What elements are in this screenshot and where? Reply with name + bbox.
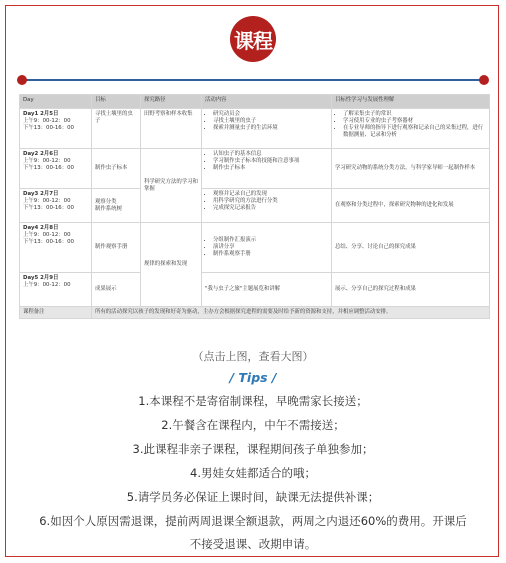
tip-item: 3.此课程非亲子课程，课程期间孩子单独参加； [132,442,374,456]
table-row [20,149,490,189]
goal-cell: 成果展示 [92,273,141,307]
goal-cell: 寻找土壤里的虫子 [92,109,141,149]
divider-dot-right [479,75,489,85]
goal-cell: 制作观察手册 [92,223,141,273]
activities-cell: • 认知虫子的基本信息 • 学习制作虫子标本的技能和注意事项 • 制作虫子标本 [202,149,332,189]
schedule-table[interactable] [19,94,490,319]
learning-cell: 展示、分享自己的探究过程和成果 [332,273,490,307]
tip-item: 2.午餐含在课程内，中午不需接送； [161,418,345,432]
note-label: 课程备注 [20,307,92,319]
day-cell: Day1 2月5日 上午9：00-12：00 下午13：00-16：00 [20,109,92,149]
day-cell: Day2 2月6日 上午9：00-12：00 下午13：00-16：00 [20,149,92,189]
learning-cell: 学习研究动物的系统分类方法，与科学家导师一起制作样本 [332,149,490,189]
tip-item: 1.本课程不是寄宿制课程，早晚需家长接送； [138,394,368,408]
activities-cell: • 研究动员会 • 寻找土壤里的虫子 • 探索并测量虫子的生活环境 [202,109,332,149]
tip-item: 不接受退课、改期申请。 [189,537,317,551]
learning-cell: 总结、分享、讨论自己的探究成果 [332,223,490,273]
header-activities: 活动内容 [202,95,332,109]
header-learning: 目标性学习与发展性理解 [332,95,490,109]
day-cell: Day5 2月9日 上午9：00-12：00 [20,273,92,307]
table-header-row [20,95,490,109]
path-cell: 田野考察和样本收集 [141,109,202,149]
tip-item: 6.如因个人原因需退课，提前两周退课全额退款，两周之内退还60%的费用。开课后 [39,514,467,528]
tip-item: 4.男娃女娃都适合的哦； [190,466,316,480]
goal-cell: 制作虫子标本 [92,149,141,189]
path-cell: 科学研究方法的学习和掌握 [141,149,202,223]
learning-cell: 在观察和分类过程中，探索研究物种的进化和发展 [332,189,490,223]
table-row [20,223,490,273]
day-cell: Day3 2月7日 上午9：00-12：00 下午13：00-16：00 [20,189,92,223]
header-day: Day [20,95,92,109]
path-cell: 规律的探索和发现 [141,223,202,307]
header-goal: 目标 [92,95,141,109]
header-path: 探究路径 [141,95,202,109]
table-row [20,109,490,149]
activities-cell: • 观察并记录自己的发现 • 用科学研究的方法进行分类 • 完成探究记录报告 [202,189,332,223]
note-text: 所有的活动探究以孩子的发现和好奇为驱动，主办方会根据探究进程的需要及时给予新的资源和支持，并相应调整活动安排。 [92,307,490,319]
image-caption: （点击上图，查看大图） [192,350,314,363]
activities-cell: "我与虫子之旅"主题展览和讲解 [202,273,332,307]
activities-cell: • 分组制作汇报演示 • 演讲分享 • 制作系观察手册 [202,223,332,273]
table-row [20,189,490,223]
day-cell: Day4 2月8日 上午9：00-12：00 下午13：00-16：00 [20,223,92,273]
learning-cell: • 了解采集虫子的常识 • 学习使用专业的虫子考察器材 • 在专业导师的指导下进行观察和记录自己的采集过程，进行数据测量、记录和分析 [332,109,490,149]
tips-title: / Tips / [229,370,277,385]
badge-text: 课程 [234,28,272,53]
table-note-row [20,307,490,319]
divider-dot-left [17,75,27,85]
divider-line [22,79,484,81]
course-badge [230,16,276,62]
table-row [20,273,490,307]
tip-item: 5.请学员务必保证上课时间，缺课无法提供补课； [126,490,380,504]
goal-cell: 观察分类 制作系统树 [92,189,141,223]
